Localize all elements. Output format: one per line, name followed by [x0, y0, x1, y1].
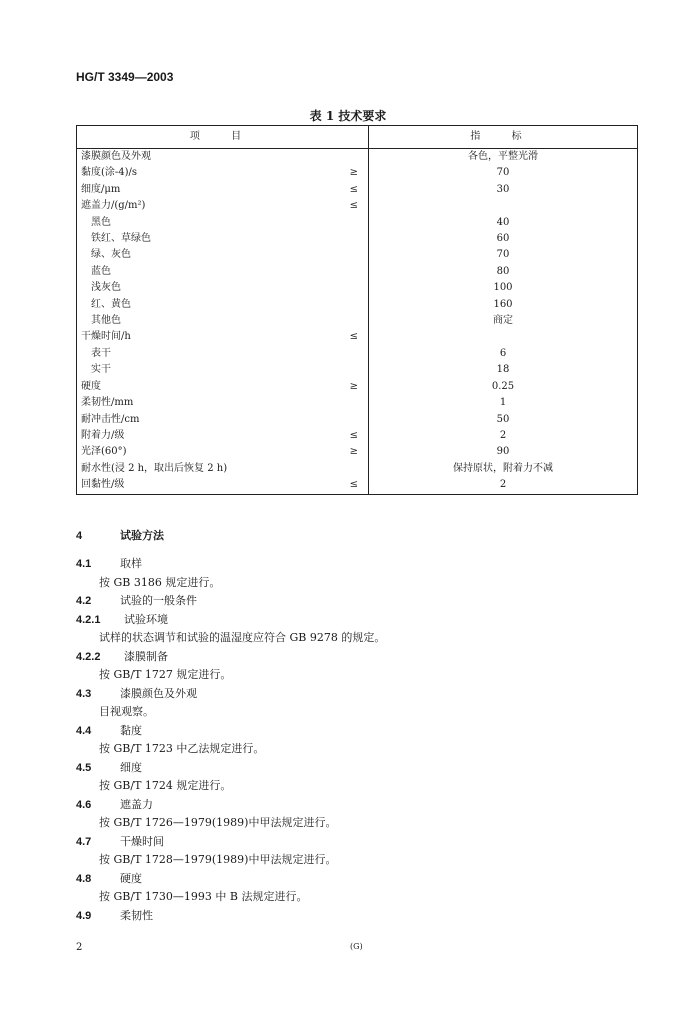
standard-code: HG/T 3349—2003 — [76, 70, 174, 84]
row-item-label: 表干 — [91, 347, 111, 359]
section-title: 黏度 — [120, 723, 142, 737]
row-item — [77, 215, 369, 231]
table-row — [77, 165, 638, 181]
section-body: 按 GB/T 1728—1979(1989)中甲法规定进行。 — [99, 853, 337, 866]
section-body: 按 GB 3186 规定进行。 — [99, 575, 221, 589]
section-heading — [76, 685, 197, 701]
table-row — [77, 247, 638, 263]
section-number: 4.7 — [76, 835, 92, 848]
section-heading — [76, 870, 142, 886]
section-title: 试验的一般条件 — [120, 594, 197, 607]
section-body: 按 GB/T 1723 中乙法规定进行。 — [99, 742, 265, 755]
table-row — [77, 362, 638, 378]
row-item-label: 耐冲击性/cm — [81, 413, 140, 425]
table-row — [77, 379, 638, 395]
row-item-label: 耐水性(浸 2 h，取出后恢复 2 h) — [81, 462, 228, 474]
row-item-label: 红、黄色 — [91, 298, 131, 310]
row-value: 保持原状，附着力不减 — [369, 461, 638, 477]
section-body: 按 GB/T 1730—1993 中 B 法规定进行。 — [99, 890, 308, 903]
table-row — [77, 313, 638, 329]
row-value: 商定 — [369, 313, 638, 329]
table-row — [77, 182, 638, 198]
row-relation: ≤ — [349, 479, 358, 491]
table-row — [77, 215, 638, 231]
section-body: 按 GB/T 1727 规定进行。 — [99, 668, 232, 681]
row-item — [77, 444, 369, 460]
row-item — [77, 149, 369, 166]
row-item — [77, 329, 369, 345]
table-row — [77, 412, 638, 428]
row-relation: ≥ — [349, 446, 358, 458]
row-value: 1 — [369, 395, 638, 411]
row-item-label: 回黏性/级 — [81, 479, 125, 491]
row-item — [77, 346, 369, 362]
row-item — [77, 461, 369, 477]
section-heading — [76, 555, 142, 571]
row-item-label: 硬度 — [81, 380, 101, 392]
row-relation: ≤ — [349, 429, 358, 441]
table-row — [77, 149, 638, 166]
table-row — [77, 264, 638, 280]
row-item-label: 附着力/级 — [81, 429, 125, 441]
section-title: 漆膜颜色及外观 — [120, 686, 197, 700]
row-value: 2 — [369, 477, 638, 494]
row-relation: ≥ — [349, 380, 358, 392]
row-value: 6 — [369, 346, 638, 362]
row-item-label: 其他色 — [91, 315, 121, 327]
section-heading — [76, 907, 153, 923]
section-number: 4.5 — [76, 761, 92, 774]
section-title: 柔韧性 — [120, 908, 153, 922]
row-item-label: 柔韧性/mm — [81, 397, 134, 409]
section-title: 干燥时间 — [120, 834, 164, 848]
row-value: 各色，平整光滑 — [369, 149, 638, 166]
row-value: 70 — [369, 247, 638, 263]
footer-code: (G) — [350, 942, 363, 951]
table-row — [77, 477, 638, 494]
row-item — [77, 182, 369, 198]
section-number: 4.2.2 — [76, 650, 101, 663]
section-body: 按 GB/T 1724 规定进行。 — [99, 779, 232, 792]
section-number: 4.9 — [76, 909, 92, 922]
section-title: 遮盖力 — [120, 797, 153, 811]
section-body: 试样的状态调节和试验的温湿度应符合 GB 9278 的规定。 — [99, 631, 386, 644]
page-number: 2 — [76, 942, 83, 953]
row-item-label: 干燥时间/h — [81, 331, 131, 343]
row-item-label: 漆膜颜色及外观 — [81, 151, 151, 162]
row-value — [369, 198, 638, 214]
row-item — [77, 231, 369, 247]
section-heading — [76, 648, 168, 664]
row-value: 70 — [369, 165, 638, 181]
row-item-label: 黏度(涂-4)/s — [81, 167, 138, 179]
row-value: 18 — [369, 362, 638, 378]
row-item-label: 实干 — [91, 364, 111, 376]
row-item-label: 黑色 — [91, 216, 111, 228]
row-value: 160 — [369, 297, 638, 313]
row-item-label: 光泽(60°) — [81, 446, 127, 458]
section-heading — [76, 759, 142, 775]
row-item — [77, 395, 369, 411]
table-row — [77, 280, 638, 296]
section-number: 4 — [76, 530, 83, 542]
row-value: 40 — [369, 215, 638, 231]
row-item-label: 遮盖力/(g/m²) — [81, 200, 146, 212]
section-heading — [76, 833, 164, 849]
section-heading — [76, 592, 197, 608]
table-row — [77, 198, 638, 214]
table-row — [77, 461, 638, 477]
table-caption: 表 1 技术要求 — [309, 109, 387, 123]
row-item — [77, 379, 369, 395]
row-value: 50 — [369, 412, 638, 428]
row-value — [369, 329, 638, 345]
section-title: 硬度 — [120, 871, 142, 885]
row-item — [77, 264, 369, 280]
row-value: 0.25 — [369, 379, 638, 395]
row-relation: ≤ — [349, 331, 358, 343]
row-item — [77, 280, 369, 296]
table-header-value: 指 标 — [369, 126, 638, 149]
row-value: 90 — [369, 444, 638, 460]
section-heading — [76, 611, 168, 627]
row-value: 2 — [369, 428, 638, 444]
section-number: 4.8 — [76, 872, 92, 885]
section-body: 目视观察。 — [99, 705, 154, 718]
section-number: 4.2.1 — [76, 613, 101, 626]
section-heading — [76, 796, 153, 812]
technical-requirements-table — [76, 125, 638, 495]
row-item — [77, 428, 369, 444]
row-value: 80 — [369, 264, 638, 280]
table-row — [77, 428, 638, 444]
table-row — [77, 395, 638, 411]
table-row — [77, 231, 638, 247]
section-number: 4.2 — [76, 595, 92, 607]
table-header-item: 项 目 — [77, 126, 369, 149]
section-heading — [76, 527, 164, 543]
table-row — [77, 329, 638, 345]
section-title: 细度 — [120, 760, 142, 774]
section-title: 漆膜制备 — [124, 649, 168, 663]
row-item-label: 细度/μm — [81, 183, 121, 195]
table-row — [77, 297, 638, 313]
row-relation: ≤ — [349, 183, 358, 195]
row-value: 60 — [369, 231, 638, 247]
row-item — [77, 313, 369, 329]
row-item-label: 绿、灰色 — [91, 249, 131, 261]
table-row — [77, 346, 638, 362]
section-number: 4.1 — [76, 558, 92, 570]
row-item — [77, 362, 369, 378]
row-relation: ≤ — [349, 200, 358, 212]
row-item — [77, 198, 369, 214]
row-item-label: 蓝色 — [91, 265, 111, 277]
row-item — [77, 165, 369, 181]
row-relation: ≥ — [349, 167, 358, 179]
row-item — [77, 477, 369, 494]
section-title: 试验方法 — [120, 529, 164, 542]
row-item — [77, 412, 369, 428]
section-heading — [76, 722, 142, 738]
section-title: 试验环境 — [124, 612, 168, 626]
row-value: 30 — [369, 182, 638, 198]
section-number: 4.4 — [76, 724, 92, 737]
section-number: 4.6 — [76, 798, 92, 811]
table-row — [77, 444, 638, 460]
row-value: 100 — [369, 280, 638, 296]
row-item-label: 铁红、草绿色 — [91, 233, 151, 245]
row-item — [77, 247, 369, 263]
row-item-label: 浅灰色 — [91, 282, 121, 294]
section-number: 4.3 — [76, 687, 92, 700]
section-body: 按 GB/T 1726—1979(1989)中甲法规定进行。 — [99, 816, 337, 829]
row-item — [77, 297, 369, 313]
section-title: 取样 — [120, 557, 142, 570]
